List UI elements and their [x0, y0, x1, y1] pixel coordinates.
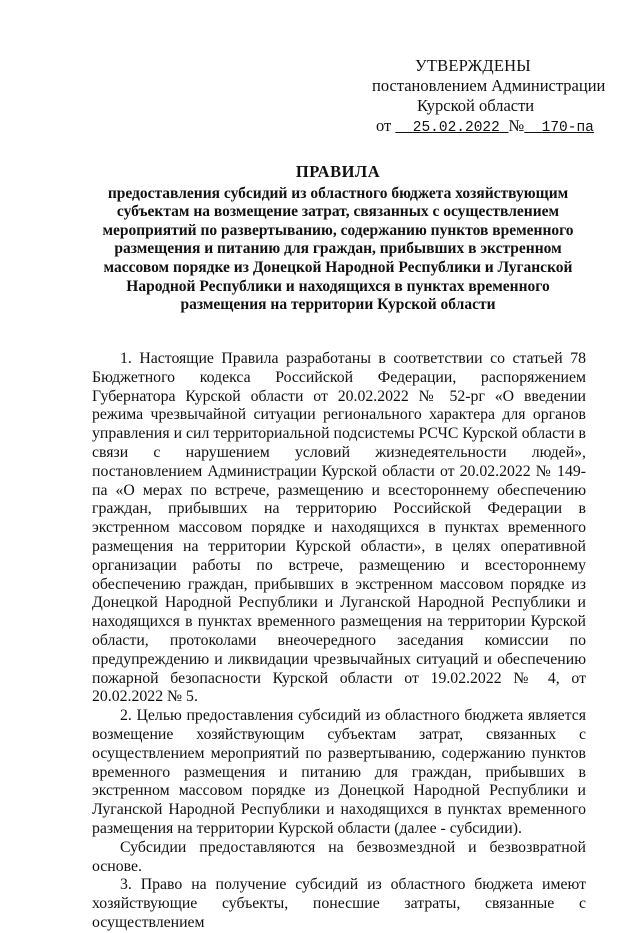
paragraph-3: Субсидии предоставляются на безвозмездной и безвозвратной основе.	[92, 838, 586, 875]
paragraph-2: 2. Целью предоставления субсидий из областного бюджета является возмещение хозяйствующим субъектам затрат, связанных с осуществлением мероприятий по развертыванию, содержанию пунктов временного размещения и питанию для граждан, прибывших в экстренном массовом порядке из Донецкой Народной Республики и Луганской Народной Республики и находящихся в пунктах временного размещения на территории Курской области (далее - субсидии).	[92, 707, 586, 837]
approval-date-line	[372, 116, 612, 138]
approval-stamp-block	[372, 56, 612, 138]
paragraph-1: 1. Настоящие Правила разработаны в соответствии со статьей 78 Бюджетного кодекса Российской Федерации, распоряжением Губернатора Курской области от 20.02.2022 № 52-рг «О введении режима чрезвычайной ситуации регионального характера для органов управления и сил территориальной подсистемы РСЧС Курской области в связи с нарушением условий жизнедеятельности людей», постановлением Администрации Курской области от 20.02.2022 № 149-па «О мерах по встрече, размещению и всестороннему обеспечению граждан, прибывших на территорию Российской Федерации в экстренном массовом порядке и находящихся в пунктах временного размещения на территории Курской области», в целях оперативной организации работы по встрече, размещению и всестороннему обеспечению граждан, прибывших в экстренном массовом порядке из Донецкой Народной Республики и Луганской Народной Республики и находящихся в пунктах временного размещения на территории Курской области, протоколами внеочередного заседания комиссии по предупреждению и ликвидации чрезвычайных ситуаций и обеспечению пожарной безопасности Курской области от 19.02.2022 № 4, от 20.02.2022 № 5.	[92, 350, 586, 706]
document-title-block	[90, 163, 586, 315]
approval-number: 170-па	[541, 120, 594, 136]
paragraph-4: 3. Право на получение субсидий из областного бюджета имеют хозяйствующие субъекты, понесшие затраты, связанные с осуществлением	[92, 876, 586, 931]
date-prefix: от	[376, 116, 392, 135]
number-prefix: №	[508, 116, 525, 135]
document-subtitle: предоставления субсидий из областного бюджета хозяйствующим субъектам на возмещение затрат, связанных с осуществлением мероприятий по развертыванию, содержанию пунктов временного размещения и питанию для граждан, прибывших в экстренном массовом порядке из Донецкой Народной Республики и Луганской Народной Республики и находящихся в пунктах временного размещения на территории Курской области	[102, 184, 574, 314]
document-body	[92, 350, 586, 933]
approval-region-line: Курской области	[417, 96, 535, 115]
document-heading: ПРАВИЛА	[295, 162, 381, 181]
approval-date: 25.02.2022	[412, 120, 500, 136]
approval-heading: УТВЕРЖДЕНЫ	[415, 56, 531, 75]
approval-resolution-line: постановлением Администрации	[372, 76, 606, 95]
